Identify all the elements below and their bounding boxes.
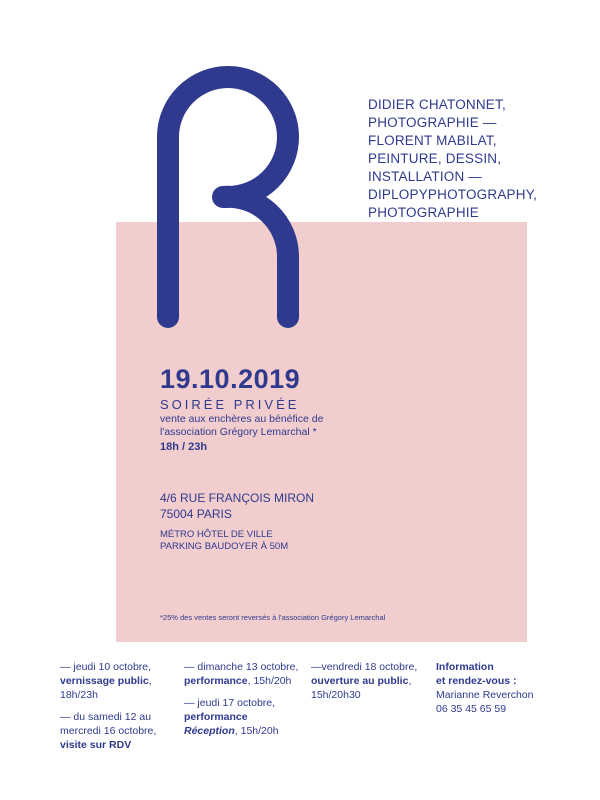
artist-line: PHOTOGRAPHIE	[368, 205, 479, 220]
venue-address	[160, 490, 314, 522]
contact-title: Information	[436, 661, 494, 673]
logo-letter-r	[148, 62, 308, 330]
vernissage-label: vernissage public	[60, 675, 149, 687]
performance-2-label: performance	[184, 711, 248, 723]
event-hours: 18h / 23h	[160, 441, 208, 453]
schedule-column-1: — jeudi 10 octobre, vernissage public, 18h/23h — du samedi 12 au mercredi 16 octobre, visite sur RDV	[60, 661, 157, 751]
vernissage-date: — jeudi 10 octobre,	[60, 661, 152, 673]
ouverture-time: 15h/20h30	[311, 689, 361, 701]
rdv-label: visite sur RDV	[60, 739, 132, 751]
artist-line: DIPLOPYPHOTOGRAPHY,	[368, 187, 538, 202]
event-description	[160, 413, 400, 439]
address-street: 4/6 RUE FRANÇOIS MIRON	[160, 491, 315, 505]
address-city: 75004 PARIS	[160, 507, 232, 521]
transport-info	[160, 529, 288, 553]
schedule-column-2	[184, 660, 298, 738]
performance-2-date: — jeudi 17 octobre,	[184, 697, 276, 709]
performance-1-date: — dimanche 13 octobre,	[184, 661, 299, 673]
artists-list	[368, 96, 596, 222]
vernissage-time: 18h/23h	[60, 689, 98, 701]
ouverture-date: —vendredi 18 octobre,	[311, 661, 418, 673]
event-title: SOIRÉE PRIVÉE	[160, 397, 300, 412]
artist-line: DIDIER CHATONNET,	[368, 97, 506, 112]
footnote: *25% des ventes seront reversés à l'association Grégory Lemarchal	[160, 613, 386, 622]
contact-column	[436, 660, 533, 716]
performance-2-time: , 15h/20h	[234, 725, 279, 737]
rdv-date: — du samedi 12 au	[60, 711, 152, 723]
performance-1-time: , 15h/20h	[247, 675, 292, 687]
event-date: 19.10.2019	[160, 364, 301, 394]
contact-phone: 06 35 45 65 59	[436, 703, 507, 715]
artist-line: PHOTOGRAPHIE —	[368, 115, 497, 130]
performance-2-title: Réception	[184, 725, 235, 737]
contact-name: Marianne Reverchon	[436, 689, 534, 701]
schedule-column-3: —vendredi 18 octobre, ouverture au public, 15h/20h30	[311, 661, 418, 701]
artist-line: FLORENT MABILAT,	[368, 133, 497, 148]
event-description-line: l'association Grégory Lemarchal *	[160, 426, 317, 438]
artist-line: PEINTURE, DESSIN,	[368, 151, 502, 166]
contact-title: et rendez-vous :	[436, 675, 517, 687]
ouverture-label: ouverture au public	[311, 675, 409, 687]
artist-line: INSTALLATION —	[368, 169, 483, 184]
performance-1-label: performance	[184, 675, 248, 687]
event-description-line: vente aux enchères au bénéfice de	[160, 413, 324, 425]
rdv-date: mercredi 16 octobre,	[60, 725, 157, 737]
metro-info: MÉTRO HÔTEL DE VILLE	[160, 529, 273, 540]
parking-info: PARKING BAUDOYER À 50M	[160, 541, 289, 552]
